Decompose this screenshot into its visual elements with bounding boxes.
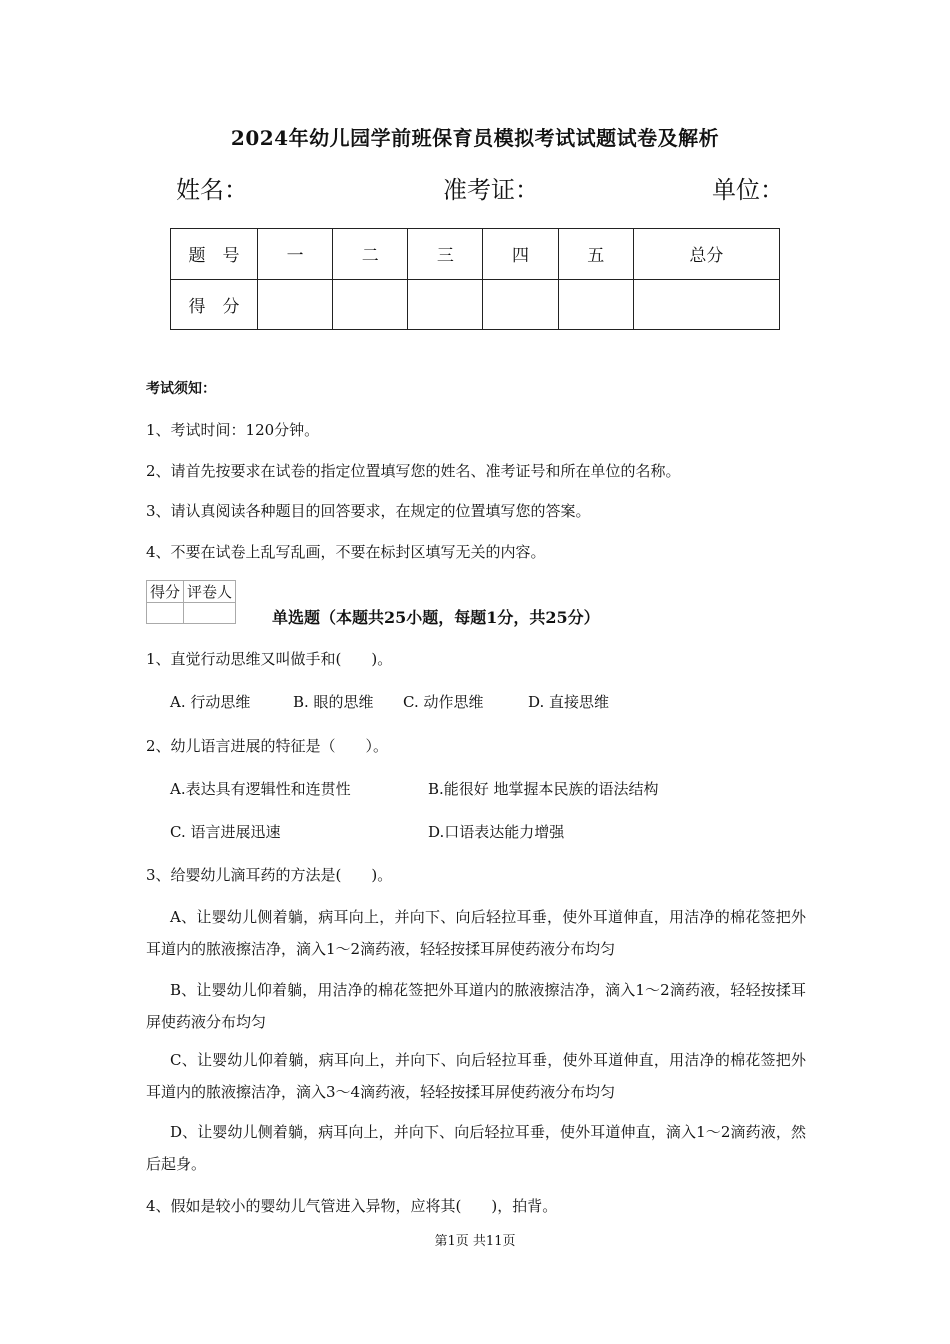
notes-heading: 考试须知： [146,381,216,397]
grader-score-label: 得分 [147,581,184,603]
section-title: 单选题（本题共25小题，每题1分，共25分） [272,608,600,627]
note-item: 2、请首先按要求在试卷的指定位置填写您的姓名、准考证号和所在单位的名称。 [146,462,681,480]
score-input-cell[interactable] [558,279,633,330]
question-option: C、让婴幼儿仰着躺，病耳向上，并向下、向后轻拉耳垂，使外耳道伸直，用洁净的棉花签把外耳道内的脓液擦洁净，滴入3～4滴药液，轻轻按揉耳屏使药液分布均匀 [146,1051,806,1101]
question-option: A. 行动思维 [170,693,251,711]
question-option: D、让婴幼儿侧着躺，病耳向上，并向下、向后轻拉耳垂，使外耳道伸直，滴入1～2滴药液，然后起身。 [146,1123,806,1173]
exam-title: 2024年幼儿园学前班保育员模拟考试试题试卷及解析 [230,126,720,150]
score-header-cell: 三 [408,229,483,280]
page-footer: 第1页 共11页 [434,1234,516,1249]
question-option: B、让婴幼儿仰着躺，用洁净的棉花签把外耳道内的脓液擦洁净，滴入1～2滴药液，轻轻按揉耳屏使药液分布均匀 [146,981,806,1031]
question-option: A.表达具有逻辑性和连贯性 [170,780,351,798]
score-input-cell[interactable] [408,279,483,330]
question-stem: 2、幼儿语言进展的特征是（ ）。 [146,737,389,755]
unit-field-label: 单位： [712,176,784,204]
score-table-score-row [171,279,780,330]
score-row-label: 得 分 [171,279,258,330]
question-option: B.能很好 地掌握本民族的语法结构 [428,780,659,798]
score-header-cell: 二 [333,229,408,280]
score-header-cell: 题 号 [171,229,258,280]
grader-reviewer-cell[interactable] [184,603,236,624]
score-header-cell: 五 [558,229,633,280]
name-field-label: 姓名： [176,176,248,204]
note-item: 3、请认真阅读各种题目的回答要求，在规定的位置填写您的答案。 [146,502,591,520]
question-option: C. 动作思维 [403,693,484,711]
exam-id-field-label: 准考证： [443,176,539,204]
question-stem: 1、直觉行动思维又叫做手和( )。 [146,650,393,668]
score-table-header-row [171,229,780,280]
note-item: 1、考试时间：120分钟。 [146,421,320,439]
question-option: D.口语表达能力增强 [428,823,565,841]
question-stem: 3、给婴幼儿滴耳药的方法是( )。 [146,866,393,884]
note-item: 4、不要在试卷上乱写乱画，不要在标封区填写无关的内容。 [146,543,546,561]
score-header-cell: 一 [258,229,333,280]
question-option: B. 眼的思维 [293,693,374,711]
question-option: D. 直接思维 [528,693,610,711]
score-input-cell[interactable] [633,279,779,330]
score-input-cell[interactable] [333,279,408,330]
score-input-cell[interactable] [483,279,558,330]
score-header-cell: 四 [483,229,558,280]
grader-reviewer-label: 评卷人 [184,581,236,603]
score-input-cell[interactable] [258,279,333,330]
grader-score-cell[interactable] [147,603,184,624]
question-option: A、让婴幼儿侧着躺，病耳向上，并向下、向后轻拉耳垂，使外耳道伸直，用洁净的棉花签把外耳道内的脓液擦洁净，滴入1～2滴药液，轻轻按揉耳屏使药液分布均匀 [146,908,806,958]
grader-box [146,580,236,624]
question-stem: 4、假如是较小的婴幼儿气管进入异物，应将其( )，拍背。 [146,1197,558,1215]
score-table [170,228,780,330]
question-option: C. 语言进展迅速 [170,823,281,841]
score-header-cell: 总分 [633,229,779,280]
